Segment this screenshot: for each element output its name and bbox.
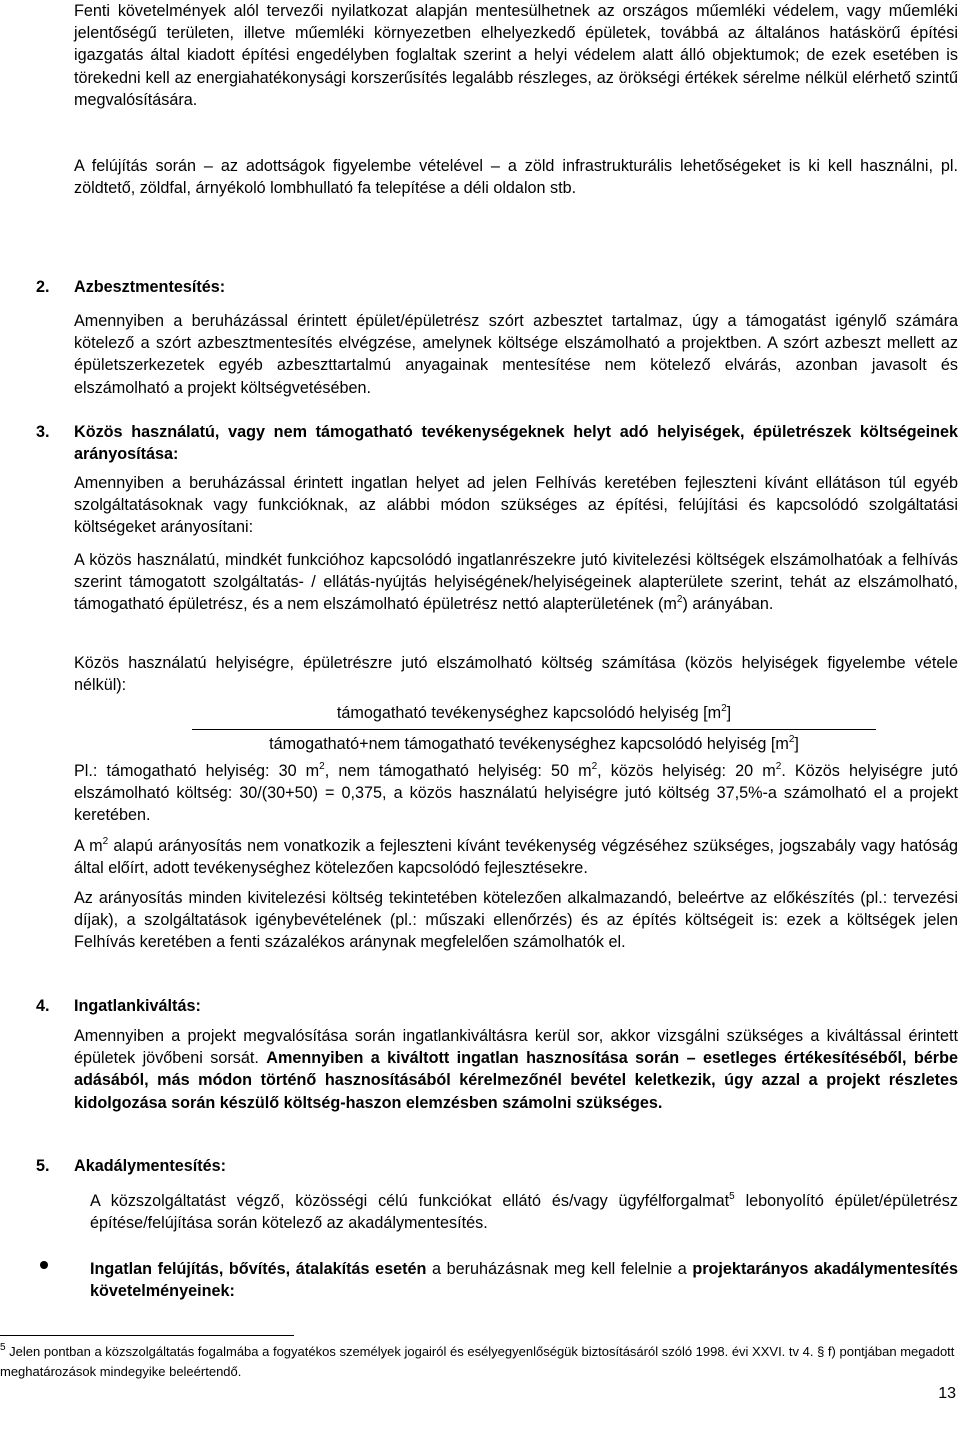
intro-paragraph-1: Fenti követelmények alól tervezői nyilatkozat alapján mentesülhetnek az országos műemléki védelem, vagy műemléki jelentőségű területen, illetve műemléki környezetben elhelyezkedő épületek, továbbá az általános hatáskörű építési igazgatás által kiadott építési engedélyben foglaltak szerint a helyi védelem alatt álló objektumok; de ezek esetében is törekedni kell az energiahatékonysági korszerűsítés legalább részleges, az örökségi értékek sérelme nélkül elérhető szintű megvalósítására. — [74, 2, 958, 109]
section-2-paragraph: Amennyiben a beruházással érintett épület/épületrész szórt azbesztet tartalmaz, úgy a támogatást igénylő számára kötelező a szórt azbesztmentesítés elvégzése, amelynek költsége elszámolható a projektben. A szórt azbeszt mellett az épületszerkezetek egyéb azbeszttartalmú anyagainak mentesítése nem kötelező elvárás, azonban javasolt és elszámolható a projekt költségvetésében. — [74, 312, 958, 397]
footnote-5: $^5$ Jelen pontban a közszolgáltatás fogalmába a fogyatékos személyek jogairól és esélyegyenlőségük biztosításáról szóló 1998. évi XXVI. tv 4. § f) pontjában megadott meghatározások mindegyike beleértendő. — [0, 1342, 955, 1379]
section-3-example: Pl.: támogatható helyiség: 30 $m^2$, nem támogatható helyiség: 50 $m^2$, közös helyiség: 20 $m^2$. Közös helyiségre jutó elszámolható költség: 30/(30+50) = 0,375, a közös használatú helyiségre jutó költség 37,5%-a számolható el a projekt keretében. — [74, 761, 958, 825]
page-number: 13 — [938, 1385, 956, 1402]
section-5-paragraph: A közszolgáltatást végző, közösségi célú funkciókat ellátó és/vagy ügyfélforgalmat$^5$ lebonyolító épület/épületrész építése/felújítása során kötelező az akadálymentesítés. — [90, 1191, 958, 1233]
section-5-title: Akadálymentesítés: — [74, 1157, 227, 1175]
formula-numerator: támogatható tevékenységhez kapcsolódó helyiség $[m^2]$ — [336, 703, 732, 722]
section-2-number: 2. — [36, 278, 50, 296]
footnote-separator — [0, 1335, 294, 1336]
formula-denominator: támogatható+nem támogatható tevékenységhez kapcsolódó helyiség $[m^2]$ — [269, 734, 799, 753]
section-3-paragraph-2: A közös használatú, mindkét funkcióhoz kapcsolódó ingatlanrészekre jutó kivitelezési költségek elszámolhatóak a felhívás szerint támogatott szolgáltatás- / ellátás-nyújtás helyiségének/helyiségeinek alapterülete szerint, tehát az elszámolható, támogatható épületrész, és a nem elszámolható épületrész nettó alapterületének $(m^2)$ arányában. — [74, 551, 958, 614]
fraction-line — [192, 729, 876, 730]
section-3-paragraph-4: A $m^2$ alapú arányosítás nem vonatkozik a fejleszteni kívánt tevékenység végzéséhez szükséges, jogszabály vagy hatóság által előírt, adott tevékenységhez kötelezően kapcsolódó fejlesztésekre. — [74, 836, 958, 878]
section-3-paragraph-5: Az arányosítás minden kivitelezési költség tekintetében kötelezően alkalmazandó, beleértve az előkészítés (pl.: tervezési díjak), a szolgáltatások igénybevételének (pl.: műszaki ellenőrzés) és az építés költségeit is: ezek a költségek jelen Felhívás keretében a fenti százalékos aránynak megfelelően számolhatók el. — [74, 889, 958, 952]
bullet-icon — [40, 1261, 48, 1269]
section-3-title: Közös használatú, vagy nem támogatható tevékenységeknek helyt adó helyiségek, épületrészek költségeinek arányosítása: — [74, 423, 958, 464]
section-3-paragraph-1: Amennyiben a beruházással érintett ingatlan helyet ad jelen Felhívás keretében fejleszteni kívánt ellátáson túl egyéb szolgáltatásoknak vagy funkcióknak, az alábbi módon szükséges az építési, felújítási és kapcsolódó szolgáltatási költségeket arányosítani: — [74, 474, 958, 537]
section-4-paragraph: Amennyiben a projekt megvalósítása során ingatlankiváltásra kerül sor, akkor vizsgálni szükséges a kiváltással érintett épületek jövőbeni sorsát. Amennyiben a kiváltott ingatlan hasznosítása során – esetleges értékesítéséből, bérbe adásából, más módon történő hasznosításából kérelmezőnél bevétel keletkezik, úgy azzal a projekt részletes kidolgozása során készülő költség-haszon elemzésben számolni szükséges. — [74, 1027, 958, 1112]
section-5-number: 5. — [36, 1157, 50, 1175]
section-3-paragraph-3: Közös használatú helyiségre, épületrészre jutó elszámolható költség számítása (közös helyiségek figyelembe vétele nélkül): — [74, 654, 958, 695]
section-2-title: Azbesztmentesítés: — [74, 278, 226, 296]
bullet-paragraph: Ingatlan felújítás, bővítés, átalakítás esetén a beruházásnak meg kell felelnie a projektarányos akadálymentesítés követelményeinek: — [90, 1260, 958, 1301]
section-4-title: Ingatlankiváltás: — [74, 997, 201, 1015]
ratio-formula — [192, 702, 876, 758]
intro-paragraph-2: A felújítás során – az adottságok figyelembe vételével – a zöld infrastrukturális lehetőségeket is ki kell használni, pl. zöldtető, zöldfal, árnyékoló lombhullató fa telepítése a déli oldalon stb. — [74, 157, 958, 198]
section-4-number: 4. — [36, 997, 50, 1015]
section-3-number: 3. — [36, 423, 50, 441]
